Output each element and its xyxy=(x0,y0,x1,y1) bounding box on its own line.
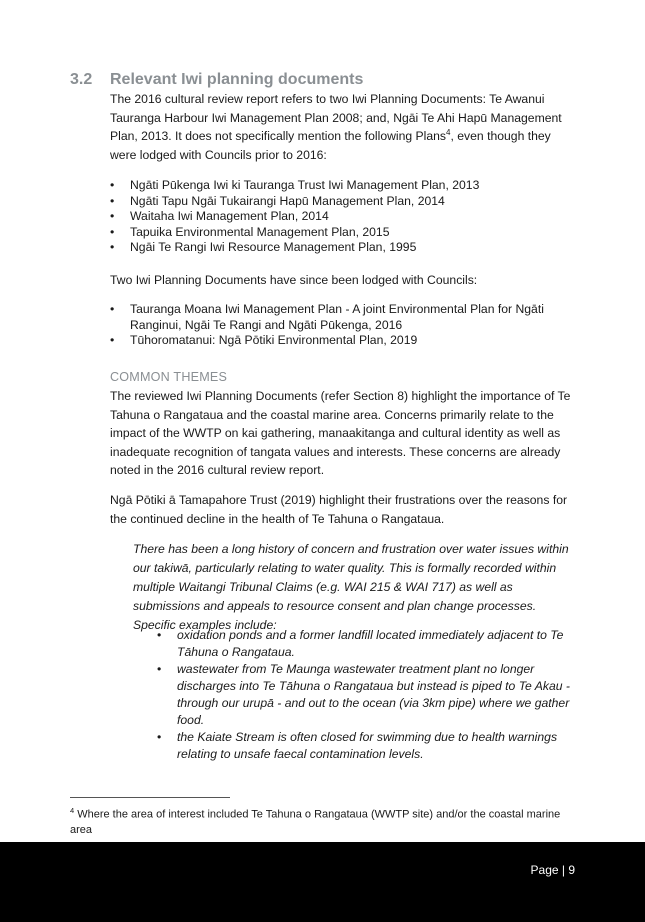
footnote-reference[interactable]: 4 xyxy=(446,127,451,137)
section-title: Relevant Iwi planning documents xyxy=(110,71,364,88)
plans-list xyxy=(110,178,580,256)
list-item: • Tūhoromatanui: Ngā Pōtiki Environmental Plan, 2019 xyxy=(110,333,418,347)
since-paragraph: Two Iwi Planning Documents have since been lodged with Councils: xyxy=(110,273,478,287)
themes-paragraph: The reviewed Iwi Planning Documents (refer Section 8) highlight the importance of Te Tahuna o Rangataua and the coastal marine area. Concerns primarily relate to the impact of the WWTP on kai gathering, manaakitanga and cultural identity as well as inadequate recognition of tangata values and interests. These concerns are already noted in the 2016 cultural review report. xyxy=(110,389,571,477)
footnote xyxy=(70,803,570,839)
bullet-icon: • xyxy=(157,730,162,744)
list-item: • Ngāti Pūkenga Iwi ki Tauranga Trust Iwi Management Plan, 2013 xyxy=(110,178,480,192)
list-item: • Tauranga Moana Iwi Management Plan - A joint Environmental Plan for Ngāti Ranginui, Ngāi Te Rangi and Ngāti Pūkenga, 2016 xyxy=(110,302,544,332)
since-list xyxy=(110,302,580,349)
page-number: Page | 9 xyxy=(530,863,575,877)
bullet-icon: • xyxy=(157,628,162,642)
list-item: • Ngāi Te Rangi Iwi Resource Management Plan, 1995 xyxy=(110,240,417,254)
list-item: • wastewater from Te Maunga wastewater treatment plant no longer discharges into Te Tāhuna o Rangataua but instead is piped to Te Akau - through our urupā - and out to the ocean (via 3km pipe) where we gather food. xyxy=(157,662,570,727)
footnote-divider xyxy=(70,797,230,798)
section-number: 3.2 xyxy=(70,71,93,88)
quote-list xyxy=(157,627,577,763)
footnote-marker: 4 xyxy=(70,806,75,815)
list-item: • Waitaha Iwi Management Plan, 2014 xyxy=(110,209,329,223)
trust-paragraph: Ngā Pōtiki ā Tamapahore Trust (2019) highlight their frustrations over the reasons for the continued decline in the health of Te Tahuna o Rangataua. xyxy=(110,493,568,526)
list-item: • the Kaiate Stream is often closed for swimming due to health warnings relating to unsafe faecal contamination levels. xyxy=(157,730,558,761)
bullet-icon: • xyxy=(157,662,162,676)
section-heading xyxy=(70,71,363,89)
bullet-icon: • xyxy=(110,178,115,192)
common-themes-heading: COMMON THEMES xyxy=(110,370,228,384)
bullet-icon: • xyxy=(110,333,115,347)
list-item: • Tapuika Environmental Management Plan, 2015 xyxy=(110,224,390,239)
list-item: • Ngāti Tapu Ngāi Tukairangi Hapū Management Plan, 2014 xyxy=(110,193,445,208)
bullet-icon: • xyxy=(110,240,115,254)
quote-paragraph: There has been a long history of concern and frustration over water issues within our takiwā, particularly relating to water quality. This is formally recorded within multiple Waitangi Tribunal Claims (e.g. WAI 215 & WAI 717) as well as submissions and appeals to resource consent and plan change processes. Specific examples include: xyxy=(133,542,569,632)
page-footer xyxy=(0,842,645,922)
bullet-icon: • xyxy=(110,224,115,239)
bullet-icon: • xyxy=(110,209,115,223)
bullet-icon: • xyxy=(110,302,115,316)
intro-paragraph: The 2016 cultural review report refers to two Iwi Planning Documents: Te Awanui Tauranga Harbour Iwi Management Plan 2008; and, Ngāi Te Ahi Hapū Management Plan, 2013. It does not specifically mention the following Plans$^4$, even though they were lodged with Councils prior to 2016: xyxy=(110,92,562,162)
bullet-icon: • xyxy=(110,193,115,208)
list-item: • oxidation ponds and a former landfill located immediately adjacent to Te Tāhuna o Rangataua. xyxy=(157,628,564,659)
footnote-text: Where the area of interest included Te Tahuna o Rangataua (WWTP site) and/or the coastal marine area xyxy=(70,808,561,837)
